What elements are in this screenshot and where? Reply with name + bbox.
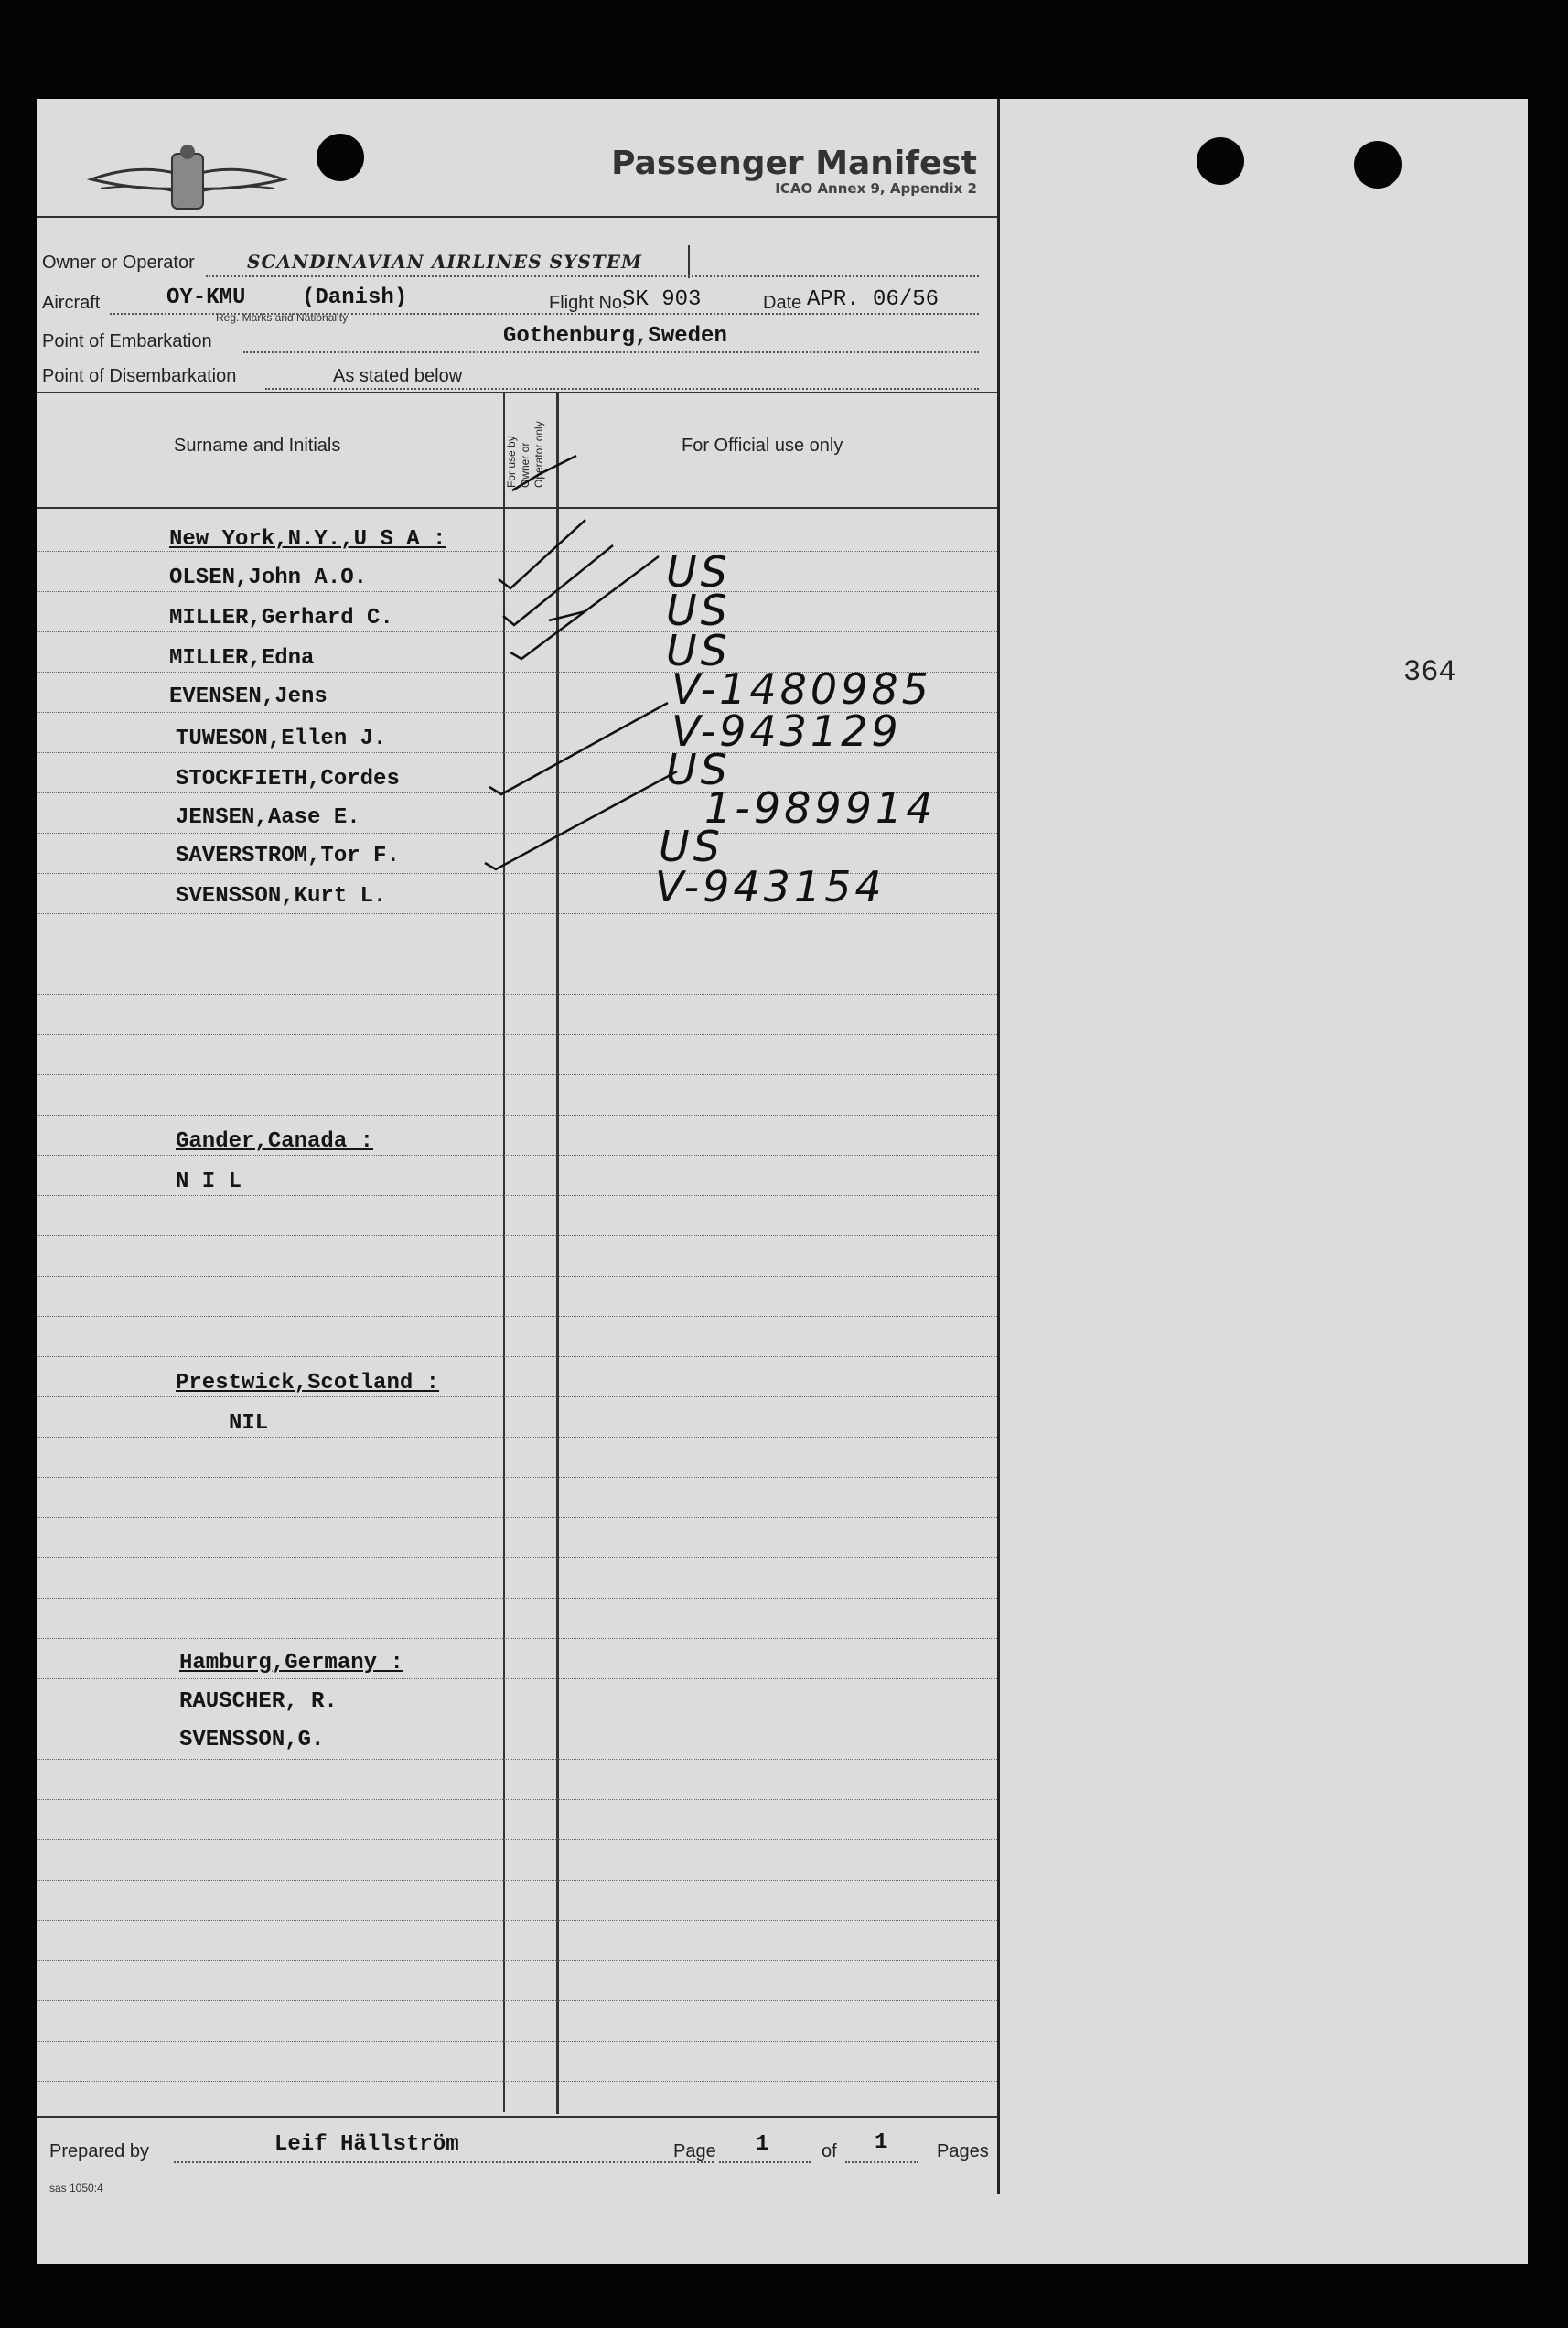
aircraft-reg: OY-KMU	[166, 286, 246, 310]
side-page-number: 364	[1403, 655, 1456, 689]
punch-hole	[1197, 137, 1244, 185]
flight-value: SK 903	[622, 287, 702, 312]
of-label: of	[822, 2141, 837, 2161]
official-entry: US	[666, 626, 731, 675]
table-row-rule	[37, 2000, 997, 2001]
table-row-rule	[37, 1115, 997, 1116]
table-row-rule	[37, 1839, 997, 1840]
official-entry: V-943154	[655, 862, 886, 911]
form-code: sas 1050:4	[49, 2182, 103, 2194]
official-entry: US	[666, 745, 731, 794]
owner-value: SCANDINAVIAN AIRLINES SYSTEM	[247, 251, 643, 273]
table-row-rule	[37, 1074, 997, 1075]
passenger-name: SVENSSON,Kurt L.	[176, 884, 387, 909]
official-entry: US	[666, 547, 731, 597]
owner-label: Owner or Operator	[42, 253, 195, 273]
disembark-label: Point of Disembarkation	[42, 366, 237, 386]
page-label: Page	[673, 2141, 716, 2161]
prepared-label: Prepared by	[49, 2141, 149, 2161]
table-row-rule	[37, 1235, 997, 1236]
col-header-operator-2: Owner or	[519, 442, 532, 488]
table-row-rule	[37, 1356, 997, 1357]
pages-value: 1	[875, 2130, 888, 2155]
aircraft-nationality: (Danish)	[302, 286, 408, 310]
passenger-name: NIL	[229, 1411, 269, 1436]
manifest-sheet	[37, 99, 1528, 2264]
table-row-rule	[37, 1517, 997, 1518]
passenger-name: SAVERSTROM,Tor F.	[176, 844, 400, 868]
section-heading: Gander,Canada :	[176, 1129, 374, 1154]
checkmarks	[37, 99, 997, 1014]
disembark-value: As stated below	[333, 366, 463, 386]
date-label: Date	[763, 293, 802, 313]
table-row-rule	[37, 1276, 997, 1277]
table-row-rule	[37, 1598, 997, 1599]
prepared-underline	[174, 2161, 714, 2163]
passenger-name: TUWESON,Ellen J.	[176, 727, 387, 751]
table-row-rule	[37, 1920, 997, 1921]
punch-hole	[1354, 141, 1402, 189]
official-entry: 1-989914	[704, 783, 937, 833]
table-row-rule	[37, 1678, 997, 1679]
official-entry: US	[666, 586, 731, 635]
date-value: APR. 06/56	[807, 287, 940, 312]
passenger-name: STOCKFIETH,Cordes	[176, 767, 400, 792]
section-heading: Prestwick,Scotland :	[176, 1371, 440, 1396]
table-row-rule	[37, 1195, 997, 1196]
official-entry: V-943129	[671, 706, 902, 756]
table-row-rule	[37, 1759, 997, 1760]
prepared-value: Leif Hällström	[274, 2132, 459, 2157]
page-value: 1	[756, 2132, 769, 2157]
table-row-rule	[37, 1437, 997, 1438]
table-row-rule	[37, 1155, 997, 1156]
col-header-operator-3: Operator only	[532, 421, 545, 488]
passenger-name: JENSEN,Aase E.	[176, 805, 360, 830]
pages-underline	[845, 2161, 918, 2163]
table-row-rule	[37, 1557, 997, 1558]
pages-label: Pages	[937, 2141, 989, 2161]
page-title: Passenger Manifest	[611, 145, 977, 182]
table-row-rule	[37, 2081, 997, 2082]
table-row-rule	[37, 1880, 997, 1881]
page-subtitle: ICAO Annex 9, Appendix 2	[775, 180, 977, 197]
section-heading: New York,N.Y.,U S A :	[169, 527, 446, 552]
passenger-name: MILLER,Edna	[169, 646, 315, 671]
section-heading: Hamburg,Germany :	[179, 1651, 403, 1676]
passenger-name: SVENSSON,G.	[179, 1728, 325, 1752]
table-row-rule	[37, 1477, 997, 1478]
col-header-operator-1: For use by	[505, 436, 518, 488]
official-entry: V-1480985	[671, 664, 932, 714]
table-row-rule	[37, 1316, 997, 1317]
flight-label: Flight No.	[549, 293, 628, 313]
reg-note: Reg. Marks and Nationality	[216, 311, 349, 324]
embark-value: Gothenburg,Sweden	[503, 324, 727, 349]
col-header-name: Surname and Initials	[174, 436, 341, 456]
table-row-rule	[37, 1638, 997, 1639]
passenger-name: RAUSCHER, R.	[179, 1689, 338, 1714]
table-row-rule	[37, 1396, 997, 1397]
passenger-name: EVENSEN,Jens	[169, 684, 328, 709]
table-bottom-border	[37, 2116, 997, 2118]
table-row-rule	[37, 1034, 997, 1035]
official-entry: US	[659, 822, 724, 871]
table-row-rule	[37, 2041, 997, 2042]
passenger-name: N I L	[176, 1169, 242, 1194]
table-row-rule	[37, 1799, 997, 1800]
table-row-rule	[37, 1960, 997, 1961]
passenger-name: OLSEN,John A.O.	[169, 566, 368, 590]
manifest-form	[37, 99, 1000, 2194]
embark-label: Point of Embarkation	[42, 331, 212, 351]
passenger-name: MILLER,Gerhard C.	[169, 606, 393, 630]
page-underline	[719, 2161, 811, 2163]
check-icon	[485, 456, 677, 869]
aircraft-label: Aircraft	[42, 293, 101, 313]
col-header-official: For Official use only	[682, 436, 843, 456]
